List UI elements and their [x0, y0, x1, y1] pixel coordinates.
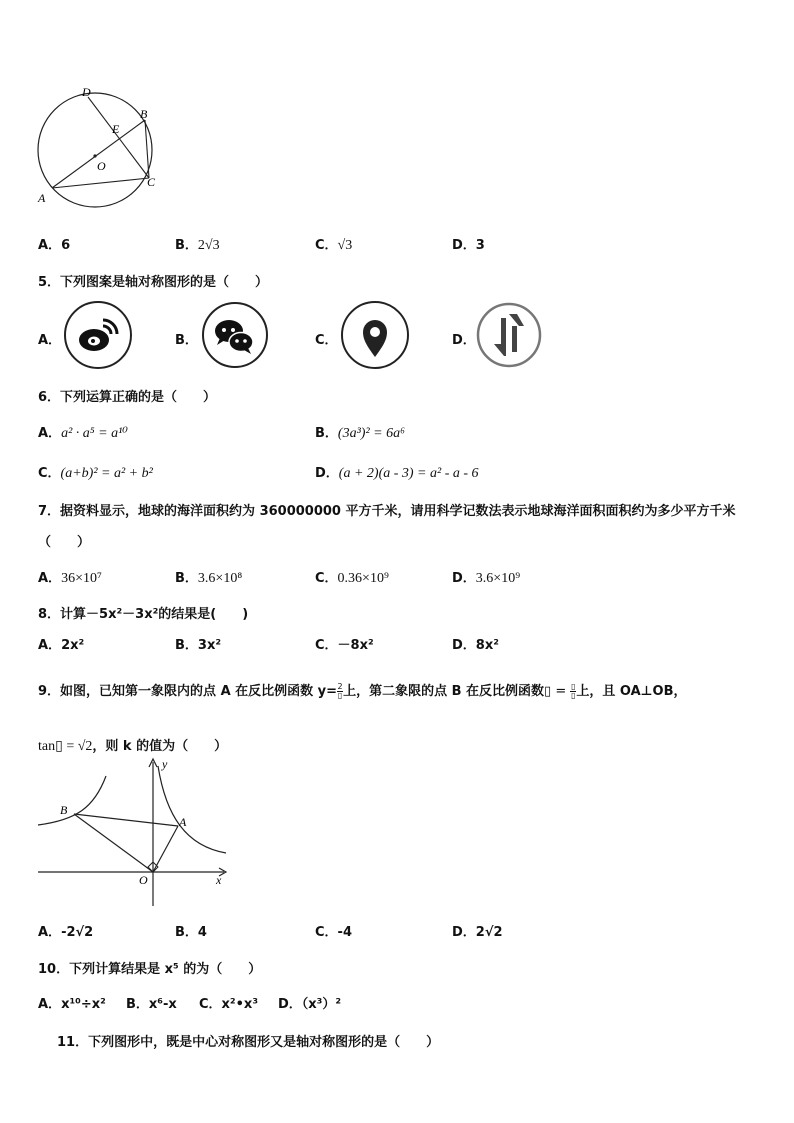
- chord-ac: [52, 178, 149, 188]
- q6-option-a[interactable]: A．a² · a⁵ = a¹⁰: [38, 426, 128, 441]
- q7-option-d[interactable]: D．3.6×10⁹: [452, 571, 521, 586]
- q8-option-d[interactable]: D．8x²: [452, 638, 499, 653]
- q4-option-b[interactable]: B．2√3: [175, 238, 220, 253]
- q9-option-d[interactable]: D．2√2: [452, 925, 503, 940]
- q7-option-a[interactable]: A．36×10⁷: [38, 571, 102, 586]
- label-o: O: [139, 873, 148, 887]
- label-a: A: [179, 815, 187, 829]
- q4-option-d[interactable]: D．3: [452, 238, 485, 253]
- q5-stem: 5．下列图案是轴对称图形的是（ ）: [38, 275, 269, 290]
- center-dot: [93, 154, 96, 157]
- label-x: x: [216, 873, 222, 887]
- q9-stem: 9．如图，已知第一象限内的点 A 在反比例函数 y=2 ▯上，第二象限的点 B 在反比例函数▯ = ▯ ▯上，且 OA⊥OB，: [38, 682, 687, 700]
- curve-first-quadrant: [158, 766, 226, 853]
- q10-option-d[interactable]: D．（x³）²: [278, 997, 342, 1012]
- q7-stem-line2: （ ）: [38, 535, 91, 550]
- q10-option-c[interactable]: C．x²•x³: [199, 997, 259, 1012]
- up-down-arrows-icon[interactable]: [474, 300, 544, 370]
- weibo-icon[interactable]: [63, 300, 133, 370]
- placeholder-box-y: ▯ =: [544, 684, 571, 699]
- fraction-2-over-x: 2 ▯: [337, 682, 343, 700]
- label-d: D: [82, 85, 91, 99]
- q5-option-d-label[interactable]: D．: [452, 333, 476, 348]
- q4-option-c[interactable]: C．√3: [315, 238, 353, 253]
- q4-circle-figure: [30, 80, 170, 215]
- label-e: E: [112, 122, 120, 136]
- q5-option-a-label[interactable]: A．: [38, 333, 62, 348]
- q8-option-b[interactable]: B．3x²: [175, 638, 222, 653]
- label-c: C: [147, 175, 156, 189]
- segment-bo: [74, 814, 153, 872]
- q9-stem-line2: tan▯ = √2，则 k 的值为（ ）: [38, 739, 228, 754]
- q9-option-a[interactable]: A．-2√2: [38, 925, 94, 940]
- q9-option-c[interactable]: C．-4: [315, 925, 352, 940]
- q4-option-a[interactable]: A．6: [38, 238, 71, 253]
- wechat-icon[interactable]: [200, 300, 270, 370]
- q6-option-d[interactable]: D．(a + 2)(a - 3) = a² - a - 6: [315, 466, 479, 481]
- label-b: B: [140, 107, 148, 121]
- q10-stem: 10．下列计算结果是 x⁵ 的为（ ）: [38, 962, 262, 977]
- q9-coordinate-figure: [36, 756, 232, 906]
- segment-ba: [74, 814, 178, 826]
- label-y: y: [162, 757, 168, 771]
- q6-option-c[interactable]: C．(a+b)² = a² + b²: [38, 466, 153, 481]
- q9-option-b[interactable]: B．4: [175, 925, 207, 940]
- label-o: O: [97, 159, 106, 173]
- q10-option-a[interactable]: A．x¹⁰÷x²: [38, 997, 106, 1012]
- q6-option-b[interactable]: B．(3a³)² = 6a⁶: [315, 426, 405, 441]
- q5-option-b-label[interactable]: B．: [175, 333, 198, 348]
- q7-option-c[interactable]: C．0.36×10⁹: [315, 571, 389, 586]
- q6-stem: 6．下列运算正确的是（ ）: [38, 390, 217, 405]
- label-b: B: [60, 803, 68, 817]
- tan-eq-sqrt2: ▯ = √2: [55, 739, 93, 754]
- q8-option-a[interactable]: A．2x²: [38, 638, 85, 653]
- q7-stem: 7．据资料显示，地球的海洋面积约为 360000000 平方千米，请用科学记数法表示地球海洋面积面积约为多少平方千米: [38, 504, 736, 519]
- q8-stem: 8．计算－5x²－3x²的结果是( ): [38, 607, 249, 622]
- q7-option-b[interactable]: B．3.6×10⁸: [175, 571, 243, 586]
- fraction-k-over-x: ▯ ▯: [571, 682, 576, 700]
- circle-o: [38, 93, 152, 207]
- label-a: A: [38, 191, 46, 205]
- q11-stem: 11．下列图形中，既是中心对称图形又是轴对称图形的是（ ）: [57, 1035, 440, 1050]
- curve-second-quadrant: [38, 776, 106, 825]
- q5-option-c-label[interactable]: C．: [315, 333, 338, 348]
- q8-option-c[interactable]: C．－8x²: [315, 638, 374, 653]
- location-pin-icon[interactable]: [340, 300, 410, 370]
- q10-option-b[interactable]: B．x⁶-x: [126, 997, 177, 1012]
